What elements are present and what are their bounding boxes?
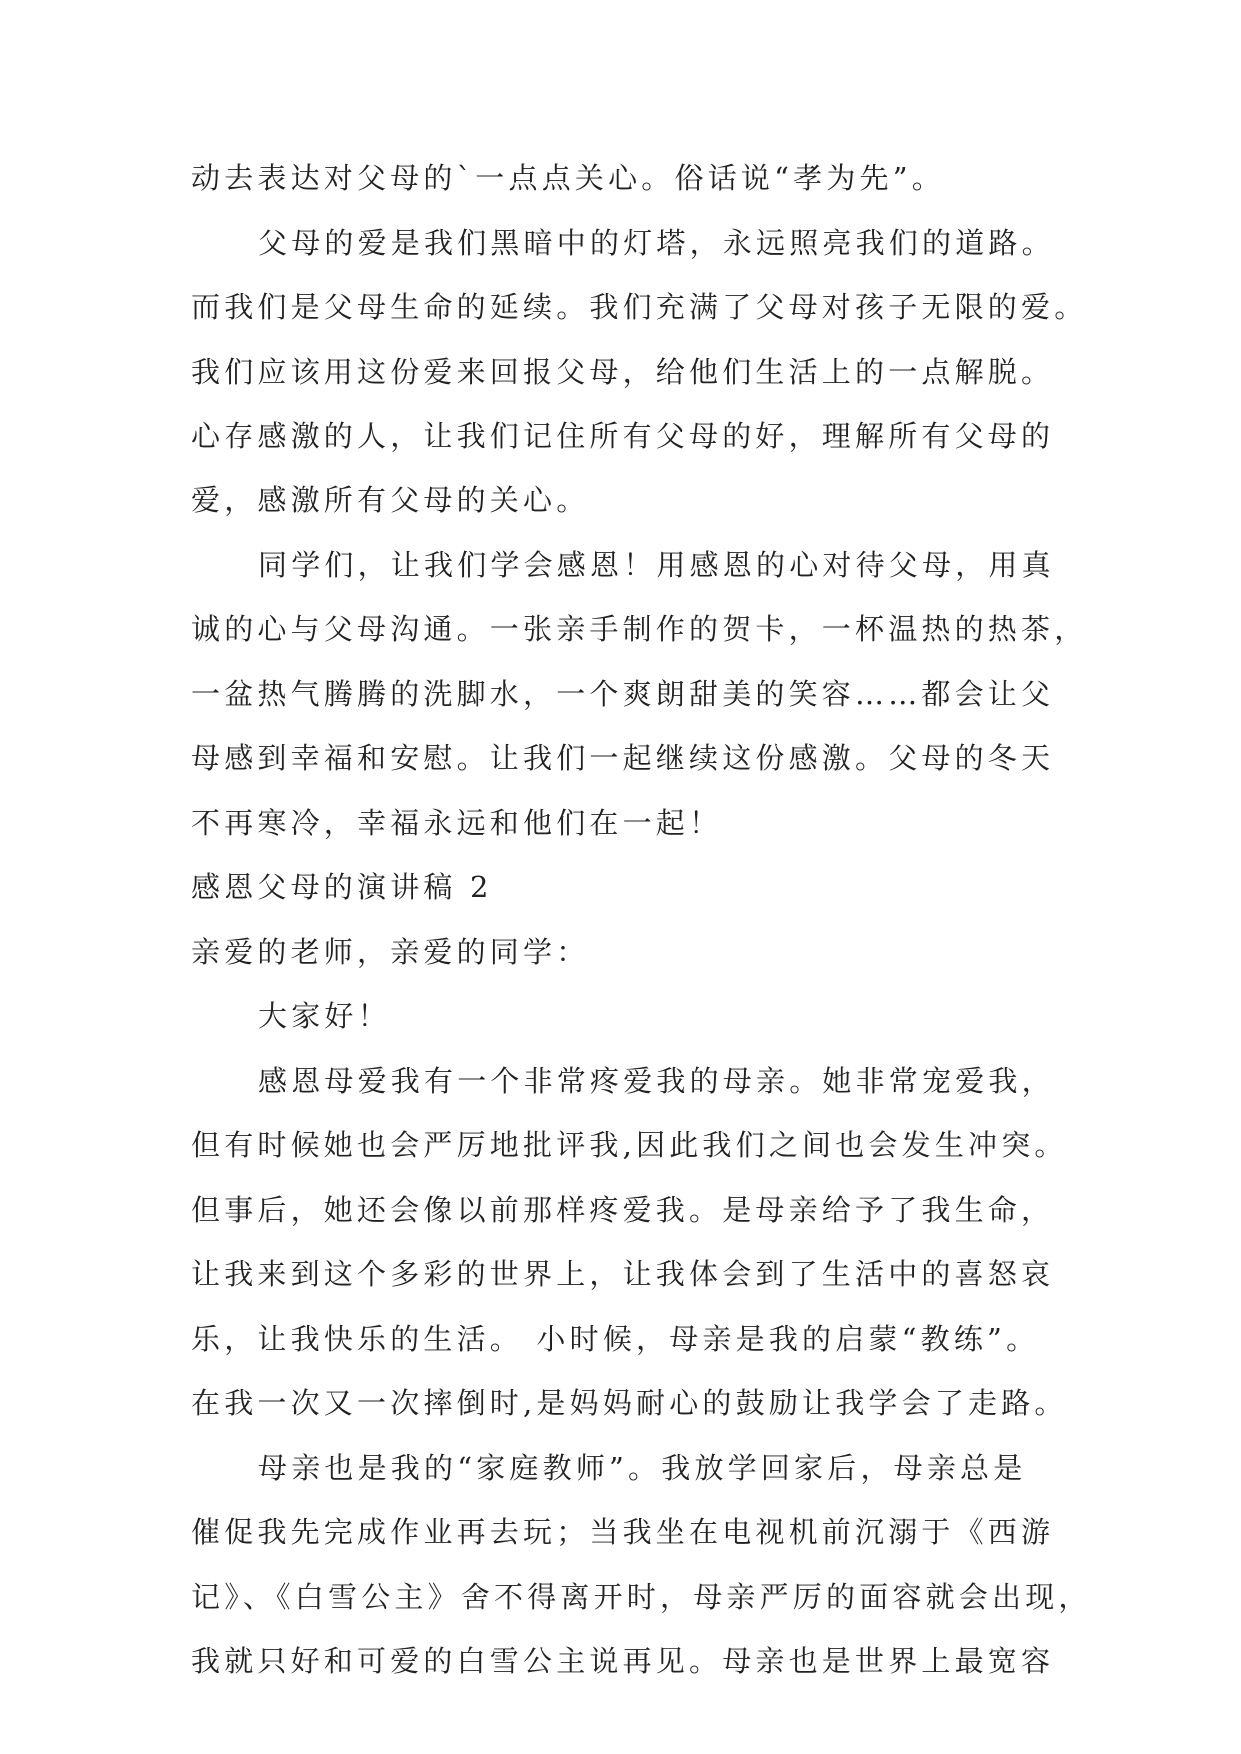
text-line: 动去表达对父母的`一点点关心。俗话说“孝为先”。 (191, 161, 945, 195)
text-line: 但事后，她还会像以前那样疼爱我。是母亲给予了我生命， (191, 1193, 1055, 1227)
text-line: 感恩母爱我有一个非常疼爱我的母亲。她非常宠爱我， (258, 1064, 1055, 1098)
text-line: 催促我先完成作业再去玩；当我坐在电视机前沉溺于《西游 (191, 1515, 1055, 1549)
text-line: 在我一次又一次摔倒时,是妈妈耐心的鼓励让我学会了走路。 (191, 1386, 1068, 1420)
text-line: 我就只好和可爱的白雪公主说再见。母亲也是世界上最宽容 (191, 1644, 1055, 1678)
text-line: 不再寒冷，幸福永远和他们在一起！ (191, 806, 723, 840)
greeting: 大家好！ (258, 999, 391, 1033)
text-line: 我们应该用这份爱来回报父母，给他们生活上的一点解脱。 (191, 355, 1055, 389)
text-line: 心存感激的人，让我们记住所有父母的好，理解所有父母的 (191, 419, 1055, 453)
section-heading: 感恩父母的演讲稿 2 (191, 870, 493, 904)
text-line: 父母的爱是我们黑暗中的灯塔，永远照亮我们的道路。 (258, 226, 1055, 260)
text-line: 但有时候她也会严厉地批评我,因此我们之间也会发生冲突。 (191, 1128, 1068, 1162)
text-line: 诚的心与父母沟通。一张亲手制作的贺卡，一杯温热的热茶， (191, 612, 1088, 646)
text-line: 一盆热气腾腾的洗脚水，一个爽朗甜美的笑容……都会让父 (191, 677, 1055, 711)
text-line: 爱，感激所有父母的关心。 (191, 483, 590, 517)
text-line: 而我们是父母生命的延续。我们充满了父母对孩子无限的爱。 (191, 290, 1088, 324)
text-line: 记》、《白雪公主》舍不得离开时，母亲严厉的面容就会出现， (191, 1580, 1092, 1614)
text-line: 让我来到这个多彩的世界上，让我体会到了生活中的喜怒哀 (191, 1257, 1055, 1291)
text-line: 母感到幸福和安慰。让我们一起继续这份感激。父母的冬天 (191, 741, 1055, 775)
text-line: 乐，让我快乐的生活。 小时候，母亲是我的启蒙“教练”。 (191, 1322, 1040, 1356)
salutation: 亲爱的老师，亲爱的同学： (191, 935, 590, 969)
text-line: 同学们，让我们学会感恩！用感恩的心对待父母，用真 (258, 548, 1055, 582)
text-line: 母亲也是我的“家庭教师”。我放学回家后，母亲总是 (258, 1451, 1027, 1485)
